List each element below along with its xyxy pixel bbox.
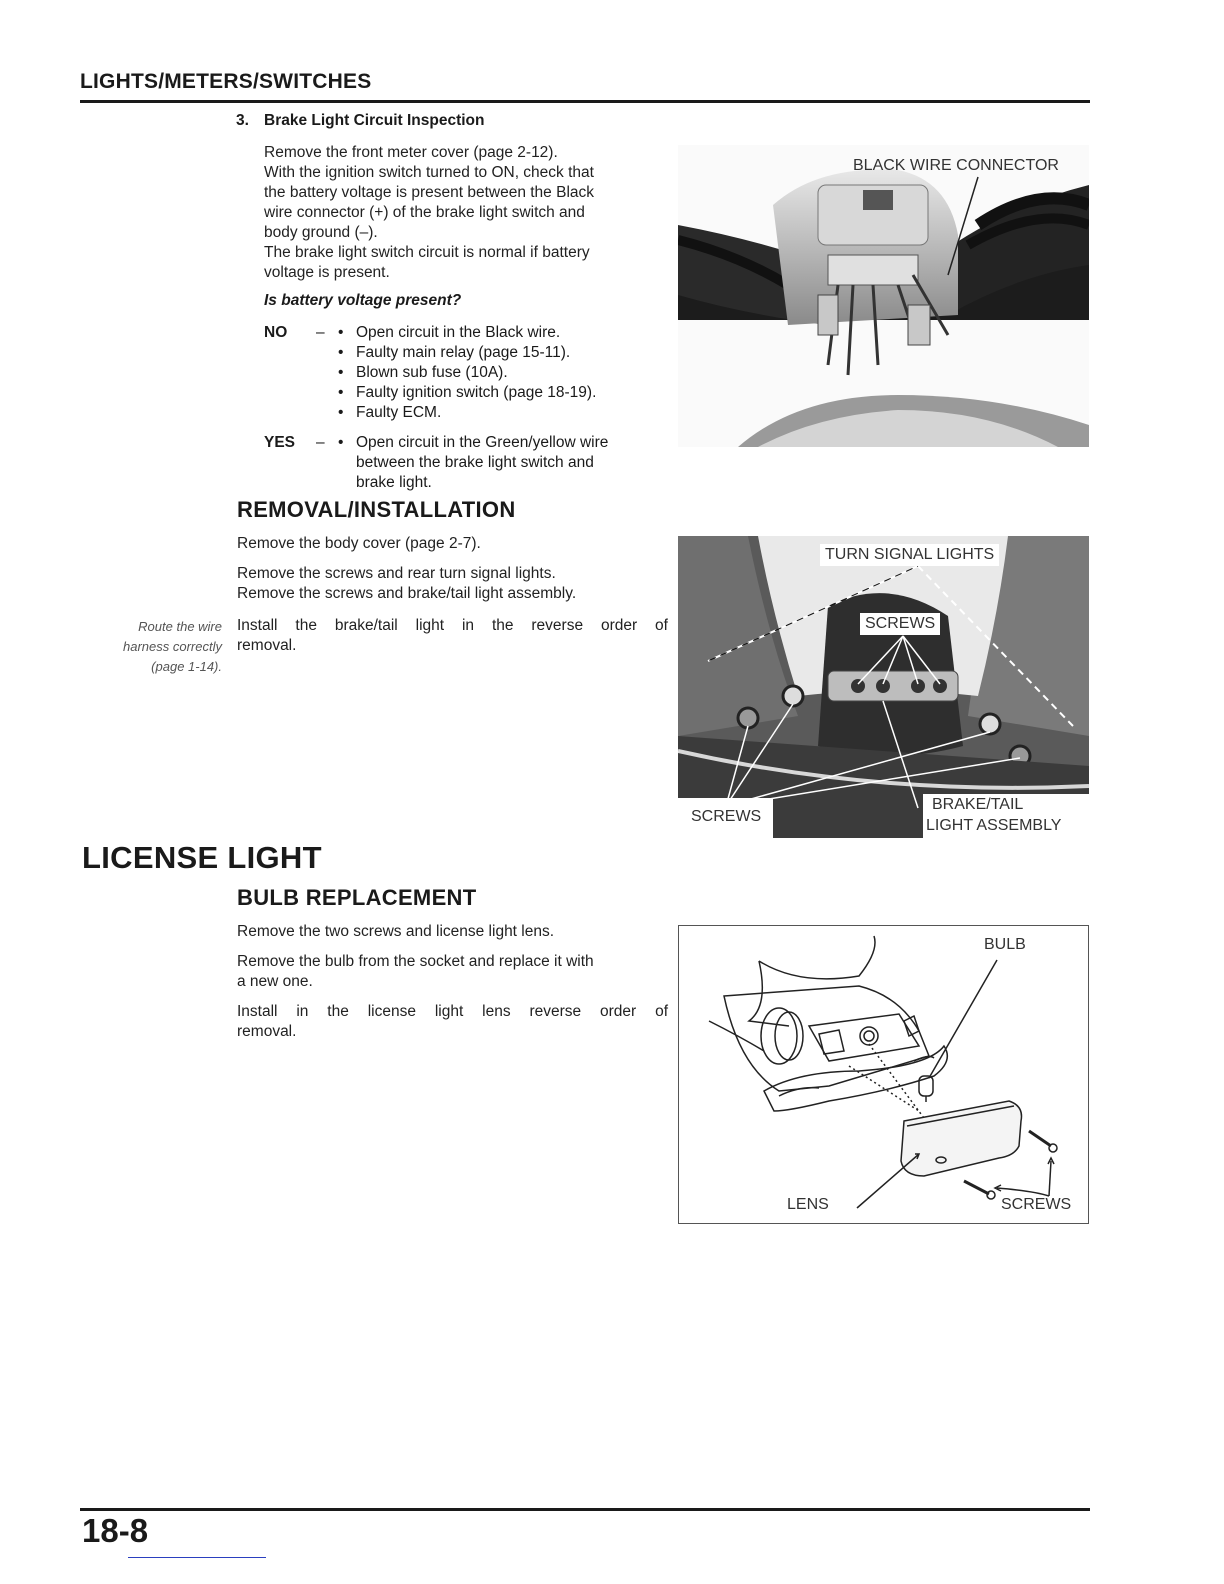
removal-p3	[237, 616, 668, 656]
label-black-wire-connector: BLACK WIRE CONNECTOR	[853, 157, 1059, 174]
figure-license-light	[678, 925, 1089, 1224]
license-light-drawing	[679, 926, 1088, 1223]
removal-title: REMOVAL/INSTALLATION	[237, 497, 516, 522]
text-line: Install the brake/tail light in the reverse order of	[237, 617, 668, 634]
text-line: removal.	[237, 1023, 297, 1040]
label-turn-signal-lights: TURN SIGNAL LIGHTS	[820, 544, 999, 566]
label-line: BRAKE/TAIL	[932, 796, 1024, 813]
list-item: • Faulty ECM.	[332, 403, 596, 423]
question: Is battery voltage present?	[264, 292, 462, 309]
underline-mark	[128, 1557, 266, 1558]
text-line: voltage is present.	[264, 264, 390, 281]
step3-paragraph	[264, 143, 668, 283]
section-header: LIGHTS/METERS/SWITCHES	[80, 70, 372, 93]
note-line: Route the wire	[138, 619, 222, 634]
label-screws: SCREWS	[1001, 1196, 1072, 1213]
license-title: LICENSE LIGHT	[82, 840, 322, 875]
text-line: With the ignition switch turned to ON, check that	[264, 164, 594, 181]
license-p2	[237, 952, 594, 992]
text-line: The brake light switch circuit is normal if battery	[264, 244, 590, 261]
figure-black-wire-connector	[678, 145, 1089, 447]
text-line: Remove the front meter cover (page 2-12).	[264, 144, 558, 161]
meter-photo	[678, 145, 1089, 447]
text-line: wire connector (+) of the brake light switch and	[264, 204, 585, 221]
list-item: • Faulty ignition switch (page 18-19).	[332, 383, 596, 403]
step-title-text: Brake Light Circuit Inspection	[264, 112, 485, 129]
text-line: body ground (–).	[264, 224, 378, 241]
label-screws-bottom: SCREWS	[691, 808, 762, 825]
text-line: • Open circuit in the Green/yellow wire	[356, 434, 609, 451]
side-note	[80, 617, 222, 677]
label-brake-tail-light	[926, 794, 1062, 836]
text-line: Remove the screws and brake/tail light assembly.	[237, 585, 577, 602]
yes-dash: –	[316, 434, 325, 451]
text-line: Remove the bulb from the socket and replace it with	[237, 953, 594, 970]
no-dash: –	[316, 324, 325, 341]
license-p1: Remove the two screws and license light lens.	[237, 923, 555, 940]
label-bulb: BULB	[984, 936, 1026, 953]
list-item: • Blown sub fuse (10A).	[332, 363, 596, 383]
yes-list	[332, 433, 608, 493]
rear-photo	[678, 536, 1089, 838]
note-line: (page 1-14).	[151, 659, 222, 674]
removal-p1: Remove the body cover (page 2-7).	[237, 535, 481, 552]
list-item: • Open circuit in the Black wire.	[332, 323, 596, 343]
no-answer	[264, 323, 674, 423]
list-item: • Faulty main relay (page 15-11).	[332, 343, 596, 363]
list-item	[332, 433, 608, 493]
yes-answer	[264, 433, 674, 493]
text-line: a new one.	[237, 973, 313, 990]
bulb-replacement-title: BULB REPLACEMENT	[237, 885, 477, 910]
text-line: between the brake light switch and	[356, 454, 594, 471]
license-p3	[237, 1002, 668, 1042]
text-line: brake light.	[356, 474, 432, 491]
footer-rule	[80, 1508, 1090, 1511]
removal-p2	[237, 564, 576, 604]
label-screws-top: SCREWS	[860, 613, 940, 635]
header-rule	[80, 100, 1090, 103]
label-lens: LENS	[787, 1196, 829, 1213]
no-label: NO	[264, 324, 288, 341]
step-number: 3.	[236, 112, 249, 129]
text-line: Install in the license light lens reverse order of	[237, 1003, 668, 1020]
text-line: removal.	[237, 637, 297, 654]
text-line: Remove the screws and rear turn signal lights.	[237, 565, 556, 582]
text-line: the battery voltage is present between the Black	[264, 184, 595, 201]
figure-turn-signal-lights	[678, 536, 1089, 838]
note-line: harness correctly	[123, 639, 222, 654]
label-line: LIGHT ASSEMBLY	[926, 817, 1062, 834]
no-list	[332, 323, 596, 423]
yes-label: YES	[264, 434, 296, 451]
page-number: 18-8	[82, 1512, 149, 1549]
step-title	[236, 112, 484, 130]
